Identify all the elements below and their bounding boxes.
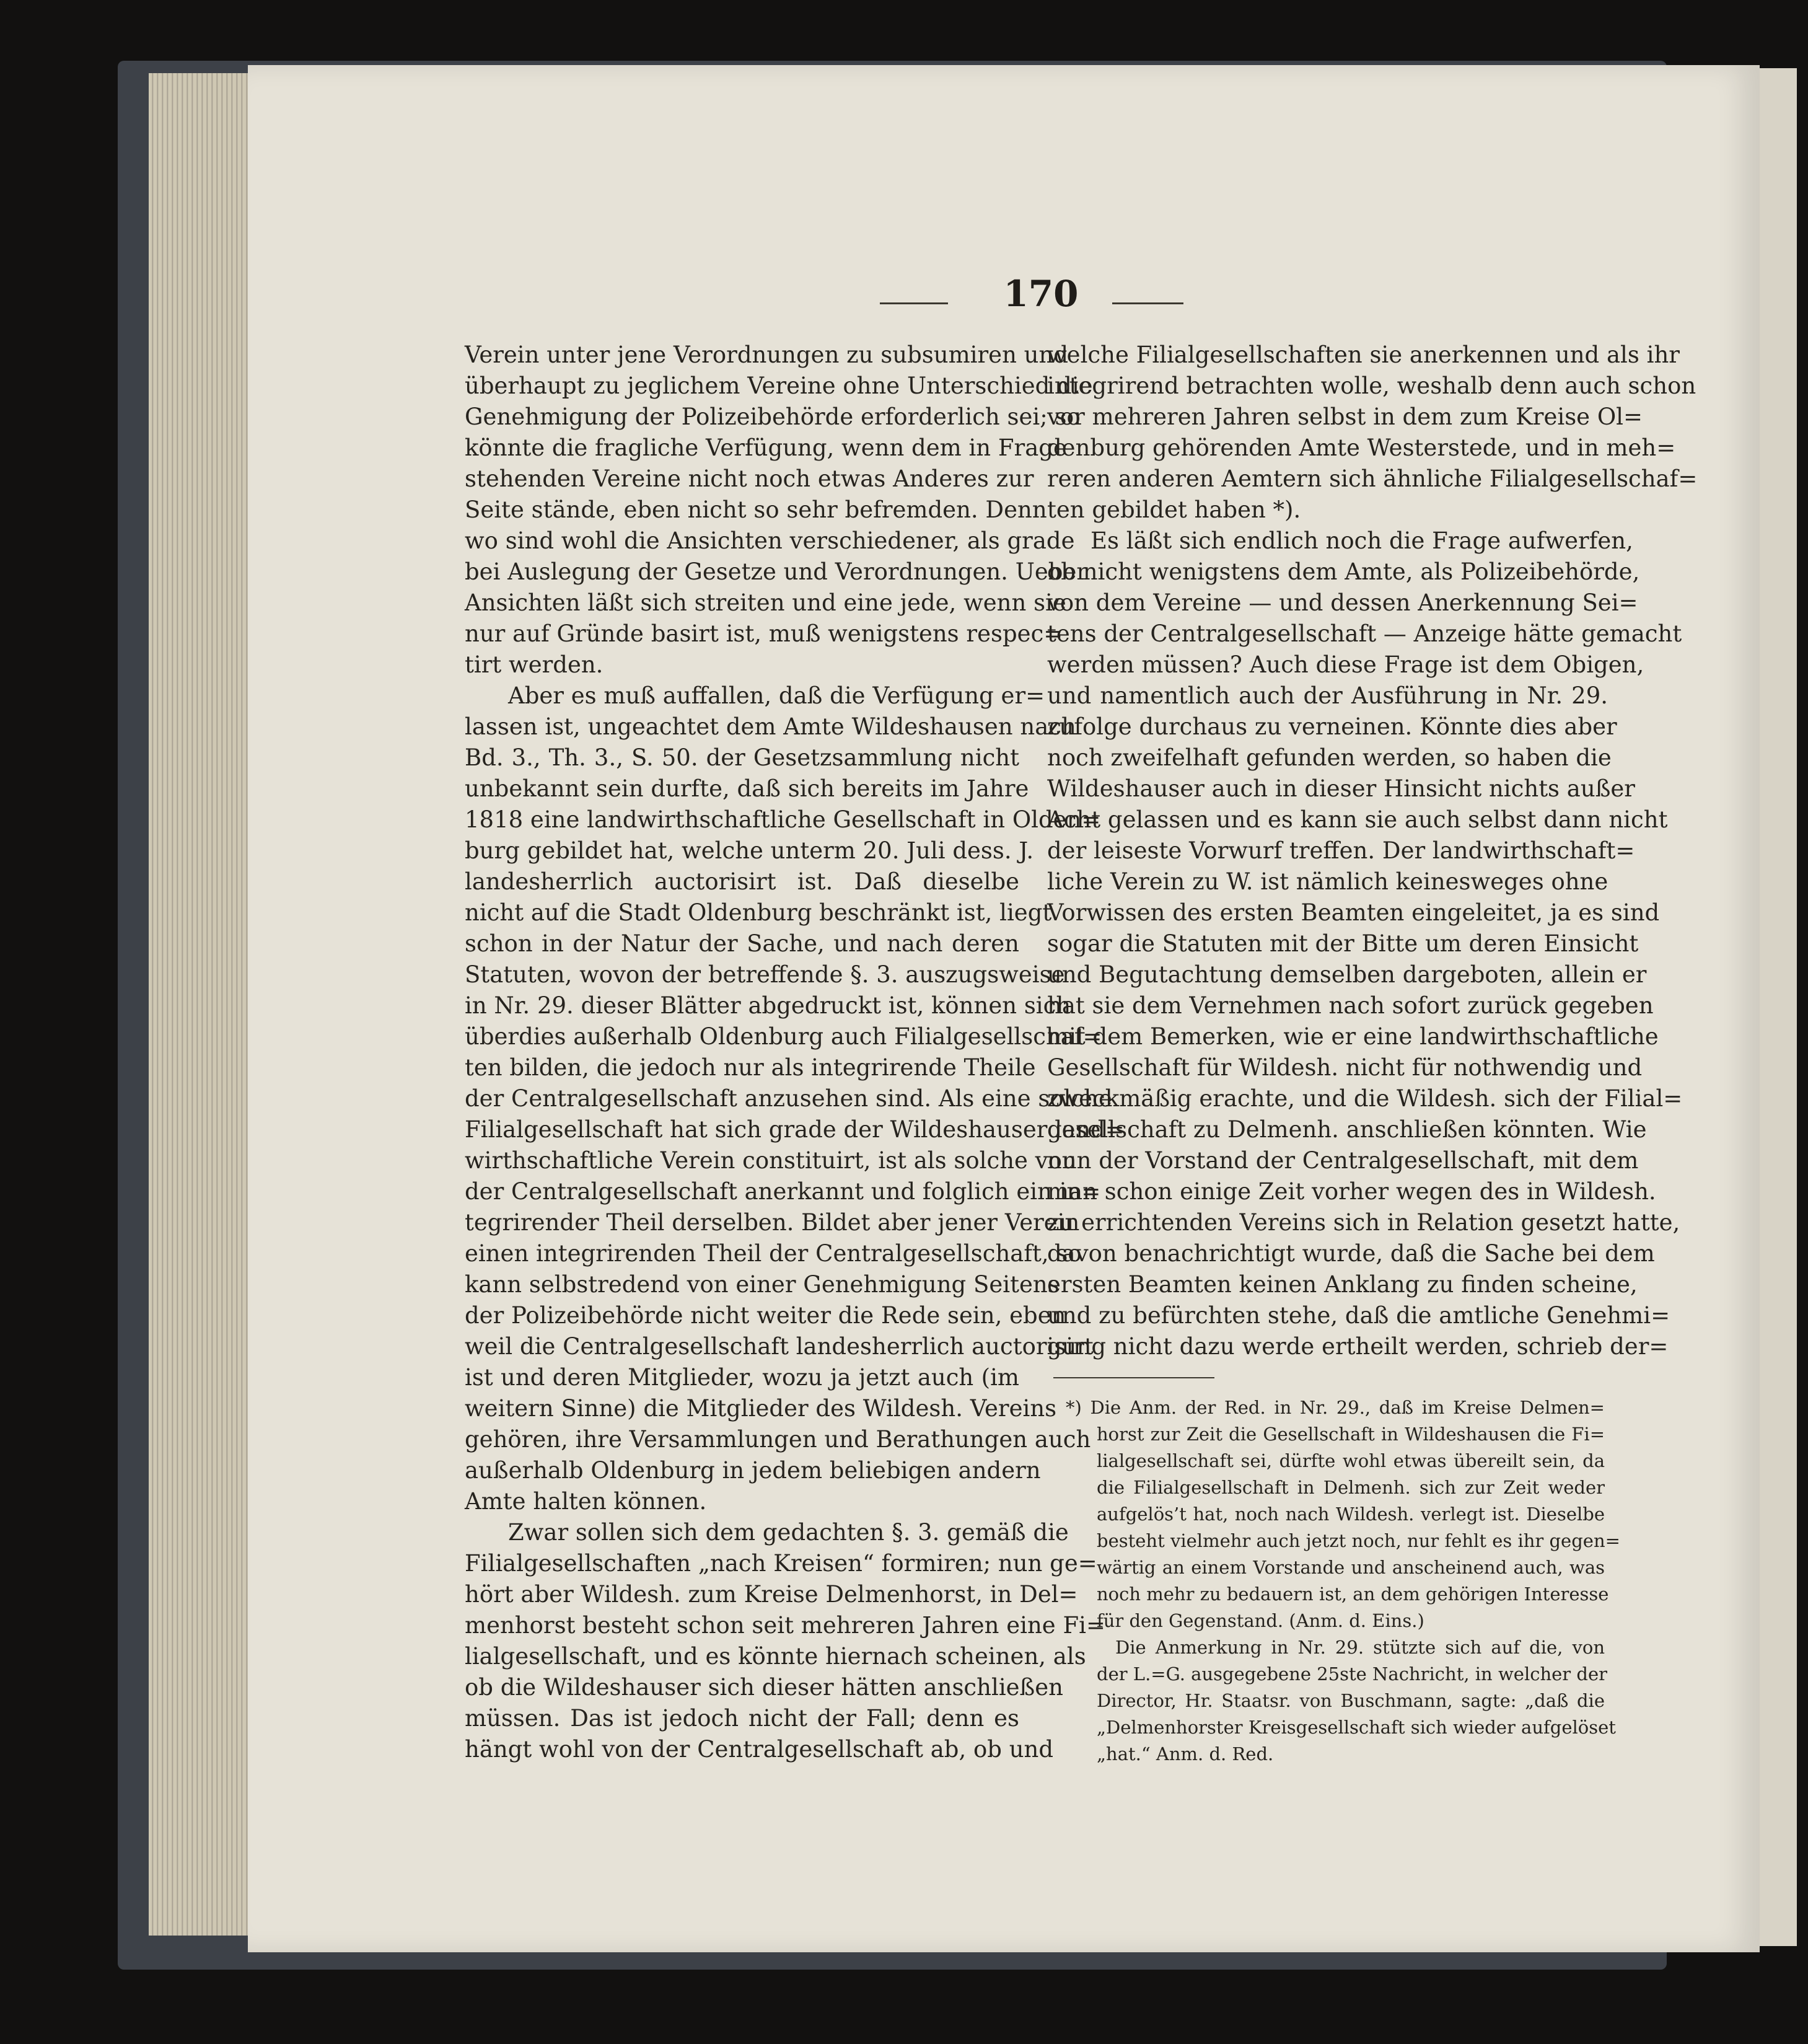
text-line: und Begutachtung demselben dargeboten, allein er [1047,961,1647,988]
text-line: nicht auf die Stadt Oldenburg beschränkt ist, liegt [465,899,1052,926]
text-line: der Polizeibehörde nicht weiter die Rede sein, eben [465,1302,1066,1329]
text-line: ob nicht wenigstens dem Amte, als Polizeibehörde, [1047,558,1640,585]
footnote-line: Die Anmerkung in Nr. 29. stützte sich auf die, von [1115,1637,1605,1658]
text-line: man schon einige Zeit vorher wegen des in Wildesh. [1047,1178,1656,1205]
footnote-line: *) Die Anm. der Red. in Nr. 29., daß im Kreise Delmen= [1066,1397,1605,1418]
text-line: welche Filialgesellschaften sie anerkennen und als ihr [1047,341,1680,368]
text-line: zufolge durchaus zu verneinen. Könnte dies aber [1047,713,1617,740]
text-line: Bd. 3., Th. 3., S. 50. der Gesetzsammlung nicht [465,744,1019,771]
text-line: Filialgesellschaften „nach Kreisen“ formiren; nun ge= [465,1550,1097,1577]
text-line: noch zweifelhaft gefunden werden, so haben die [1047,744,1612,771]
text-line: hängt wohl von der Centralgesellschaft ab, ob und [465,1736,1054,1763]
text-line: lialgesellschaft, und es könnte hiernach scheinen, als [465,1643,1086,1670]
text-line: Es läßt sich endlich noch die Frage aufwerfen, [1091,527,1633,554]
text-line: menhorst besteht schon seit mehreren Jahren eine Fi= [465,1612,1105,1639]
text-line: landesherrlich auctorisirt ist. Daß dieselbe [465,868,1019,895]
text-line: bei Auslegung der Gesetze und Verordnungen. Ueber [465,558,1088,585]
text-line: von dem Vereine — und dessen Anerkennung Sei= [1047,589,1638,616]
header-rule-right [1112,302,1183,304]
text-line: kann selbstredend von einer Genehmigung Seitens [465,1271,1060,1298]
text-line: stehenden Vereine nicht noch etwas Anderes zur [465,465,1034,492]
text-line: Statuten, wovon der betreffende §. 3. auszugsweise [465,961,1065,988]
footnote-line: für den Gegenstand. (Anm. d. Eins.) [1097,1610,1424,1631]
facing-page-edge [1760,68,1797,1946]
text-line: ten bilden, die jedoch nur als integrirende Theile [465,1054,1036,1081]
footnote-line: Director, Hr. Staatsr. von Buschmann, sagte: „daß die [1097,1690,1605,1711]
text-line: schon in der Natur der Sache, und nach deren [465,930,1019,957]
text-line: zweckmäßig erachte, und die Wildesh. sich der Filial= [1047,1085,1683,1112]
text-line: werden müssen? Auch diese Frage ist dem Obigen, [1047,651,1644,678]
text-line: Aber es muß auffallen, daß die Verfügung er= [508,682,1045,709]
text-line: Zwar sollen sich dem gedachten §. 3. gemäß die [508,1519,1069,1546]
text-line: reren anderen Aemtern sich ähnliche Filialgesellschaf= [1047,465,1698,492]
text-line: weil die Centralgesellschaft landesherrlich auctorisirt [465,1333,1094,1360]
text-line: zu errichtenden Vereins sich in Relation gesetzt hatte, [1047,1209,1680,1236]
text-line: liche Verein zu W. ist nämlich keinesweges ohne [1047,868,1608,895]
text-line: Filialgesellschaft hat sich grade der Wildeshauser land= [465,1116,1125,1143]
text-line: außerhalb Oldenburg in jedem beliebigen andern [465,1457,1041,1484]
text-line: hört aber Wildesh. zum Kreise Delmenhorst, in Del= [465,1581,1078,1608]
footnote-line: wärtig an einem Vorstande und anscheinend auch, was [1097,1557,1605,1578]
text-line: müssen. Das ist jedoch nicht der Fall; denn es [465,1705,1019,1732]
text-line: weitern Sinne) die Mitglieder des Wildesh. Vereins [465,1395,1057,1422]
text-line: überhaupt zu jeglichem Vereine ohne Unterschied die [465,372,1093,399]
footnote-line: „hat.“ Anm. d. Red. [1097,1743,1274,1764]
text-line: ist und deren Mitglieder, wozu ja jetzt auch (im [465,1364,1019,1391]
text-line: einen integrirenden Theil der Centralgesellschaft, so [465,1240,1082,1267]
footnote-rule [1053,1377,1214,1378]
footnote-line: horst zur Zeit die Gesellschaft in Wildeshausen die Fi= [1097,1424,1605,1445]
text-line: gesellschaft zu Delmenh. anschließen könnten. Wie [1047,1116,1647,1143]
footnote-line: lialgesellschaft sei, dürfte wohl etwas übereilt sein, da [1097,1450,1605,1471]
text-line: wirthschaftliche Verein constituirt, ist als solche von [465,1147,1077,1174]
text-line: wo sind wohl die Ansichten verschiedener, als grade [465,527,1075,554]
text-line: vor mehreren Jahren selbst in dem zum Kreise Ol= [1047,403,1643,430]
text-line: und zu befürchten stehe, daß die amtliche Genehmi= [1047,1302,1670,1329]
text-line: sogar die Statuten mit der Bitte um deren Einsicht [1047,930,1639,957]
text-line: überdies außerhalb Oldenburg auch Filialgesellschaf= [465,1023,1102,1050]
text-line: gung nicht dazu werde ertheilt werden, schrieb der= [1047,1333,1669,1360]
text-line: 1818 eine landwirthschaftliche Gesellschaft in Olden= [465,806,1101,833]
text-line: integrirend betrachten wolle, weshalb denn auch schon [1047,372,1696,399]
text-line: denburg gehörenden Amte Westerstede, und in meh= [1047,434,1676,461]
footnote-line: „Delmenhorster Kreisgesellschaft sich wieder aufgelöset [1097,1717,1616,1738]
text-line: Genehmigung der Polizeibehörde erforderlich sei; so [465,403,1081,430]
text-line: Acht gelassen und es kann sie auch selbst dann nicht [1047,806,1668,833]
text-line: Ansichten läßt sich streiten und eine jede, wenn sie [465,589,1066,616]
text-line: ob die Wildeshauser sich dieser hätten anschließen [465,1674,1063,1701]
text-line: Gesellschaft für Wildesh. nicht für nothwendig und [1047,1054,1643,1081]
page-header [880,273,1190,322]
right-column [1047,340,1698,1362]
text-line: davon benachrichtigt wurde, daß die Sache bei dem [1047,1240,1655,1267]
text-line: burg gebildet hat, welche unterm 20. Juli dess. J. [465,837,1034,864]
text-line: Seite stände, eben nicht so sehr befremden. Denn [465,496,1047,523]
text-line: der Centralgesellschaft anerkannt und folglich ein in= [465,1178,1101,1205]
text-line: nur auf Gründe basirt ist, muß wenigstens respec= [465,620,1063,647]
header-rule-left [880,302,948,304]
text-line: tens der Centralgesellschaft — Anzeige hätte gemacht [1047,620,1682,647]
text-line: gehören, ihre Versammlungen und Berathungen auch [465,1426,1091,1453]
text-line: unbekannt sein durfte, daß sich bereits im Jahre [465,775,1029,802]
text-line: lassen ist, ungeachtet dem Amte Wildeshausen nach [465,713,1076,740]
text-line: in Nr. 29. dieser Blätter abgedruckt ist, können sich [465,992,1071,1019]
text-line: ten gebildet haben *). [1047,496,1301,523]
footnote-line: aufgelös’t hat, noch nach Wildesh. verlegt ist. Dieselbe [1097,1504,1605,1525]
text-line: nun der Vorstand der Centralgesellschaft, mit dem [1047,1147,1639,1174]
text-line: Wildeshauser auch in dieser Hinsicht nichts außer [1047,775,1635,802]
text-line: Amte halten können. [465,1488,707,1515]
left-column [465,340,1125,1765]
text-line: Verein unter jene Verordnungen zu subsumiren und [465,341,1069,368]
footnotes [1066,1394,1620,1768]
text-line: mit dem Bemerken, wie er eine landwirthschaftliche [1047,1023,1659,1050]
text-line: Vorwissen des ersten Beamten eingeleitet, ja es sind [1047,899,1660,926]
footnote-line: die Filialgesellschaft in Delmenh. sich zur Zeit weder [1097,1477,1605,1498]
text-line: hat sie dem Vernehmen nach sofort zurück gegeben [1047,992,1654,1019]
footnote-line: der L.=G. ausgegebene 25ste Nachricht, in welcher der [1097,1663,1607,1685]
text-line: der leiseste Vorwurf treffen. Der landwirthschaft= [1047,837,1635,864]
text-line: tirt werden. [465,651,603,678]
text-line: tegrirender Theil derselben. Bildet aber jener Verein [465,1209,1080,1236]
footnote-line: noch mehr zu bedauern ist, an dem gehörigen Interesse [1097,1584,1609,1605]
text-line: der Centralgesellschaft anzusehen sind. Als eine solche [465,1085,1112,1112]
text-line: könnte die fragliche Verfügung, wenn dem in Frage [465,434,1067,461]
footnote-line: besteht vielmehr auch jetzt noch, nur fehlt es ihr gegen= [1097,1530,1620,1551]
text-line: und namentlich auch der Ausführung in Nr. 29. [1047,682,1608,709]
text-line: ersten Beamten keinen Anklang zu finden scheine, [1047,1271,1638,1298]
page-number: 170 [1003,273,1079,315]
